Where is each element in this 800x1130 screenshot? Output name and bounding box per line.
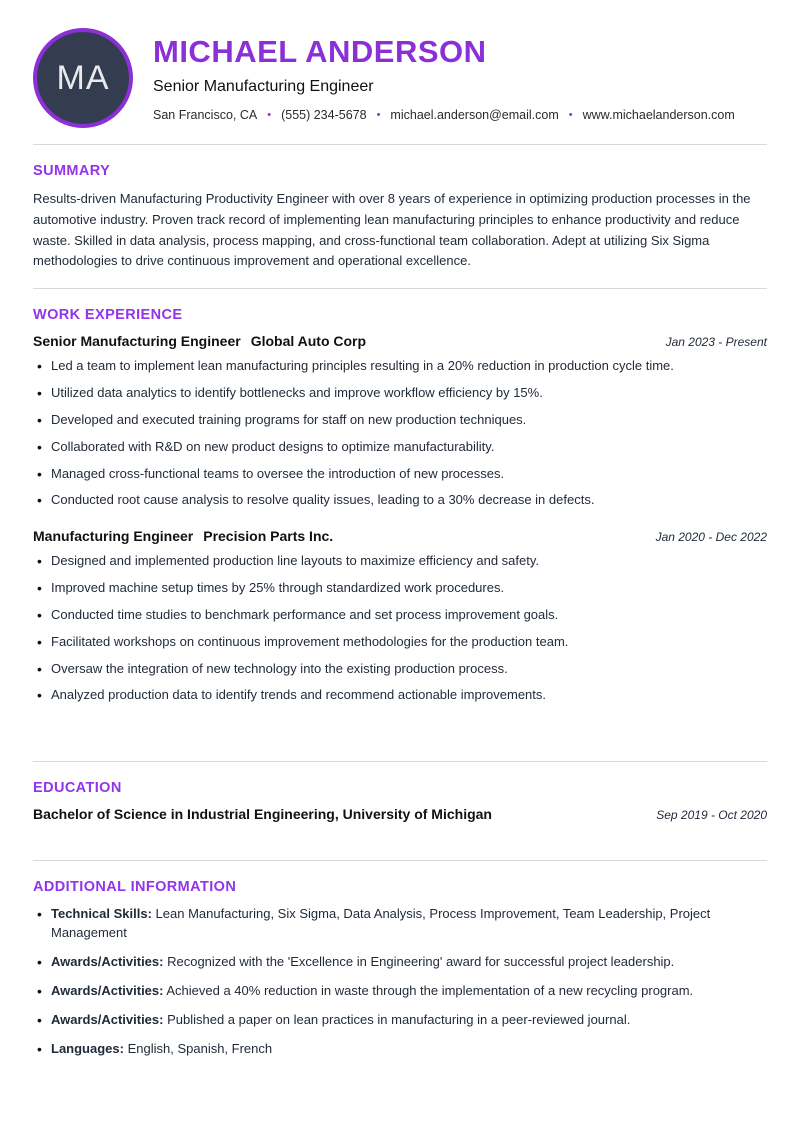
avatar-initials: MA (56, 58, 110, 97)
degree-title: Bachelor of Science in Industrial Engineering, University of Michigan (33, 806, 492, 823)
candidate-name: MICHAEL ANDERSON (153, 34, 487, 69)
separator-dot: • (376, 109, 381, 121)
resume-header (33, 28, 767, 128)
additional-info-list (33, 905, 767, 1058)
separator-dot: • (267, 109, 272, 121)
info-text: Lean Manufacturing, Six Sigma, Data Analysis, Process Improvement, Team Leadership, Project Management (51, 906, 711, 941)
work-heading: WORK EXPERIENCE (33, 307, 183, 324)
bullet-item: • Improved machine setup times by 25% through standardized work procedures. (33, 579, 767, 598)
job-title: Manufacturing Engineer (33, 528, 194, 545)
bullet-item: • Facilitated workshops on continuous improvement methodologies for the production team. (33, 633, 767, 652)
info-text: English, Spanish, French (127, 1040, 273, 1056)
info-item (33, 953, 767, 972)
bullet-item: • Conducted root cause analysis to resolve quality issues, leading to a 30% decrease in defects. (33, 491, 767, 510)
bullet-item: • Analyzed production data to identify trends and recommend actionable improvements. (33, 686, 767, 705)
job-company: Global Auto Corp (250, 333, 367, 350)
bullet-item: • Developed and executed training programs for staff on new production techniques. (33, 411, 767, 430)
section-work-experience (33, 307, 767, 705)
bullet-item: • Managed cross-functional teams to oversee the introduction of new processes. (33, 465, 767, 484)
bullet-item: • Led a team to implement lean manufacturing principles resulting in a 20% reduction in production cycle time. (33, 357, 767, 376)
job-title-line (33, 333, 366, 349)
info-item (33, 1040, 767, 1059)
job-bullet-list (33, 552, 767, 705)
education-dates: Sep 2019 - Oct 2020 (656, 808, 767, 823)
job-company: Precision Parts Inc. (203, 528, 334, 545)
bullet-item: • Utilized data analytics to identify bottlenecks and improve workflow efficiency by 15%. (33, 384, 767, 403)
bullet-item: • Designed and implemented production line layouts to maximize efficiency and safety. (33, 552, 767, 571)
info-text: Published a paper on lean practices in manufacturing in a peer-reviewed journal. (167, 1011, 631, 1027)
job-header (33, 528, 767, 544)
additional-heading: ADDITIONAL INFORMATION (33, 879, 237, 896)
info-text: Recognized with the 'Excellence in Engineering' award for successful project leadership. (167, 954, 675, 969)
job-title-line (33, 528, 333, 544)
education-entry (33, 806, 767, 822)
summary-heading: SUMMARY (33, 163, 111, 179)
job-entry (33, 333, 767, 510)
job-bullet-list (33, 357, 767, 510)
contact-location: San Francisco, CA (153, 108, 258, 122)
bullet-item: • Collaborated with R&D on new product designs to optimize manufacturability. (33, 438, 767, 457)
info-item (33, 982, 767, 1001)
job-header (33, 333, 767, 349)
avatar (33, 28, 133, 128)
section-education (33, 780, 767, 822)
candidate-title: Senior Manufacturing Engineer (153, 78, 374, 95)
info-label: Awards/Activities: (51, 954, 164, 969)
section-summary (33, 163, 767, 272)
info-item (33, 905, 767, 943)
separator-dot: • (568, 109, 573, 121)
section-divider (33, 144, 767, 145)
info-label: Awards/Activities: (51, 982, 164, 998)
bullet-item: • Oversaw the integration of new technology into the existing production process. (33, 660, 767, 679)
bullet-item: • Conducted time studies to benchmark performance and set process improvement goals. (33, 606, 767, 625)
education-heading: EDUCATION (33, 780, 122, 797)
summary-text: Results-driven Manufacturing Productivity Engineer with over 8 years of experience in optimizing production processes in the automotive industry. Proven track record of implementing lean manufacturing principles to enhance productivity and reduce waste. Skilled in data analysis, process mapping, and cross-functional team collaboration. Adept at utilizing Six Sigma methodologies to drive continuous improvement and operational excellence. (33, 191, 751, 269)
info-label: Languages: (51, 1040, 124, 1056)
job-dates: Jan 2020 - Dec 2022 (655, 530, 767, 545)
info-label: Awards/Activities: (51, 1011, 164, 1027)
info-label: Technical Skills: (51, 906, 152, 922)
info-item (33, 1011, 767, 1030)
job-title: Senior Manufacturing Engineer (33, 333, 241, 350)
contact-website: www.michaelanderson.com (582, 108, 735, 122)
info-text: Achieved a 40% reduction in waste through the implementation of a new recycling program. (166, 982, 694, 998)
contact-line (153, 108, 767, 122)
section-divider (33, 761, 767, 762)
section-divider (33, 288, 767, 289)
job-entry (33, 528, 767, 705)
job-dates: Jan 2023 - Present (665, 335, 767, 350)
contact-email: michael.anderson@email.com (390, 108, 559, 122)
section-divider (33, 860, 767, 861)
contact-phone: (555) 234-5678 (281, 108, 367, 122)
header-text (153, 34, 767, 122)
section-additional-information (33, 879, 767, 1058)
